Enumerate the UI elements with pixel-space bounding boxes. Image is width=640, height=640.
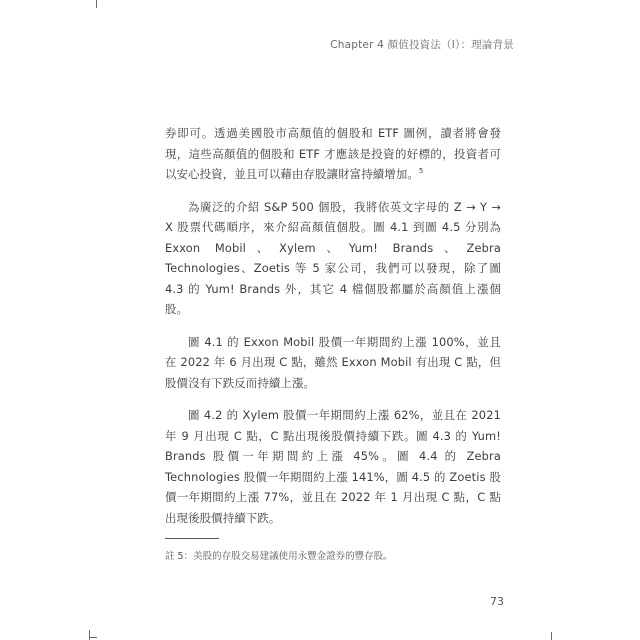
paragraph-1	[165, 123, 501, 185]
crop-mark-bottom-left-horizontal	[89, 637, 97, 638]
running-header: Chapter 4 顏值投資法（I）：理論背景	[330, 39, 514, 51]
paragraph-4: 圖 4.2 的 Xylem 股價一年期間約上漲 62%，並且在 2021 年 9 月出現 C 點，C 點出現後股價持續下跌。圖 4.3 的 Yum! Brands 股價一年期間約上漲 45%。圖 4.4 的 Zebra Technologies 股價一年期間約上漲 141%，圖 4.5 的 Zoetis 股價一年期間約上漲 77%，並且在 2022 年 1 月出現 C 點，C 點出現後股價持續下跌。	[165, 408, 501, 525]
footnote: 註 5：美股的存股交易建議使用永豐金證券的豐存股。	[165, 551, 393, 562]
crop-mark-top	[96, 0, 97, 8]
page-number: 73	[490, 595, 504, 608]
crop-mark-bottom-right	[551, 632, 552, 640]
body-text	[165, 123, 501, 540]
paragraph-1-text: 券即可。透過美國股市高顏值的個股和 ETF 圖例，讀者將會發現，這些高顏值的個股和 ETF 才應該是投資的好標的，投資者可以安心投資，並且可以藉由存股讓財富持續增加。	[165, 126, 501, 181]
paragraph-3: 圖 4.1 的 Exxon Mobil 股價一年期間約上漲 100%，並且在 2022 年 6 月出現 C 點，雖然 Exxon Mobil 有出現 C 點，但股價沒有下跌反而持續上漲。	[165, 334, 501, 390]
crop-mark-bottom-left	[89, 630, 90, 640]
footnote-reference[interactable]: 5	[418, 167, 424, 176]
paragraph-2: 為廣泛的介紹 S&P 500 個股，我將依英文字母的 Z → Y → X 股票代碼順序，來介紹高顏值個股。圖 4.1 到圖 4.5 分別為 Exxon Mobil、Xylem、Yum! Brands、Zebra Technologies、Zoetis 等 5 家公司，我們可以發現，除了圖 4.3 的 Yum! Brands 外，其它 4 檔個股都屬於高顏值上漲個股。	[165, 199, 501, 316]
footnote-divider	[165, 538, 219, 539]
